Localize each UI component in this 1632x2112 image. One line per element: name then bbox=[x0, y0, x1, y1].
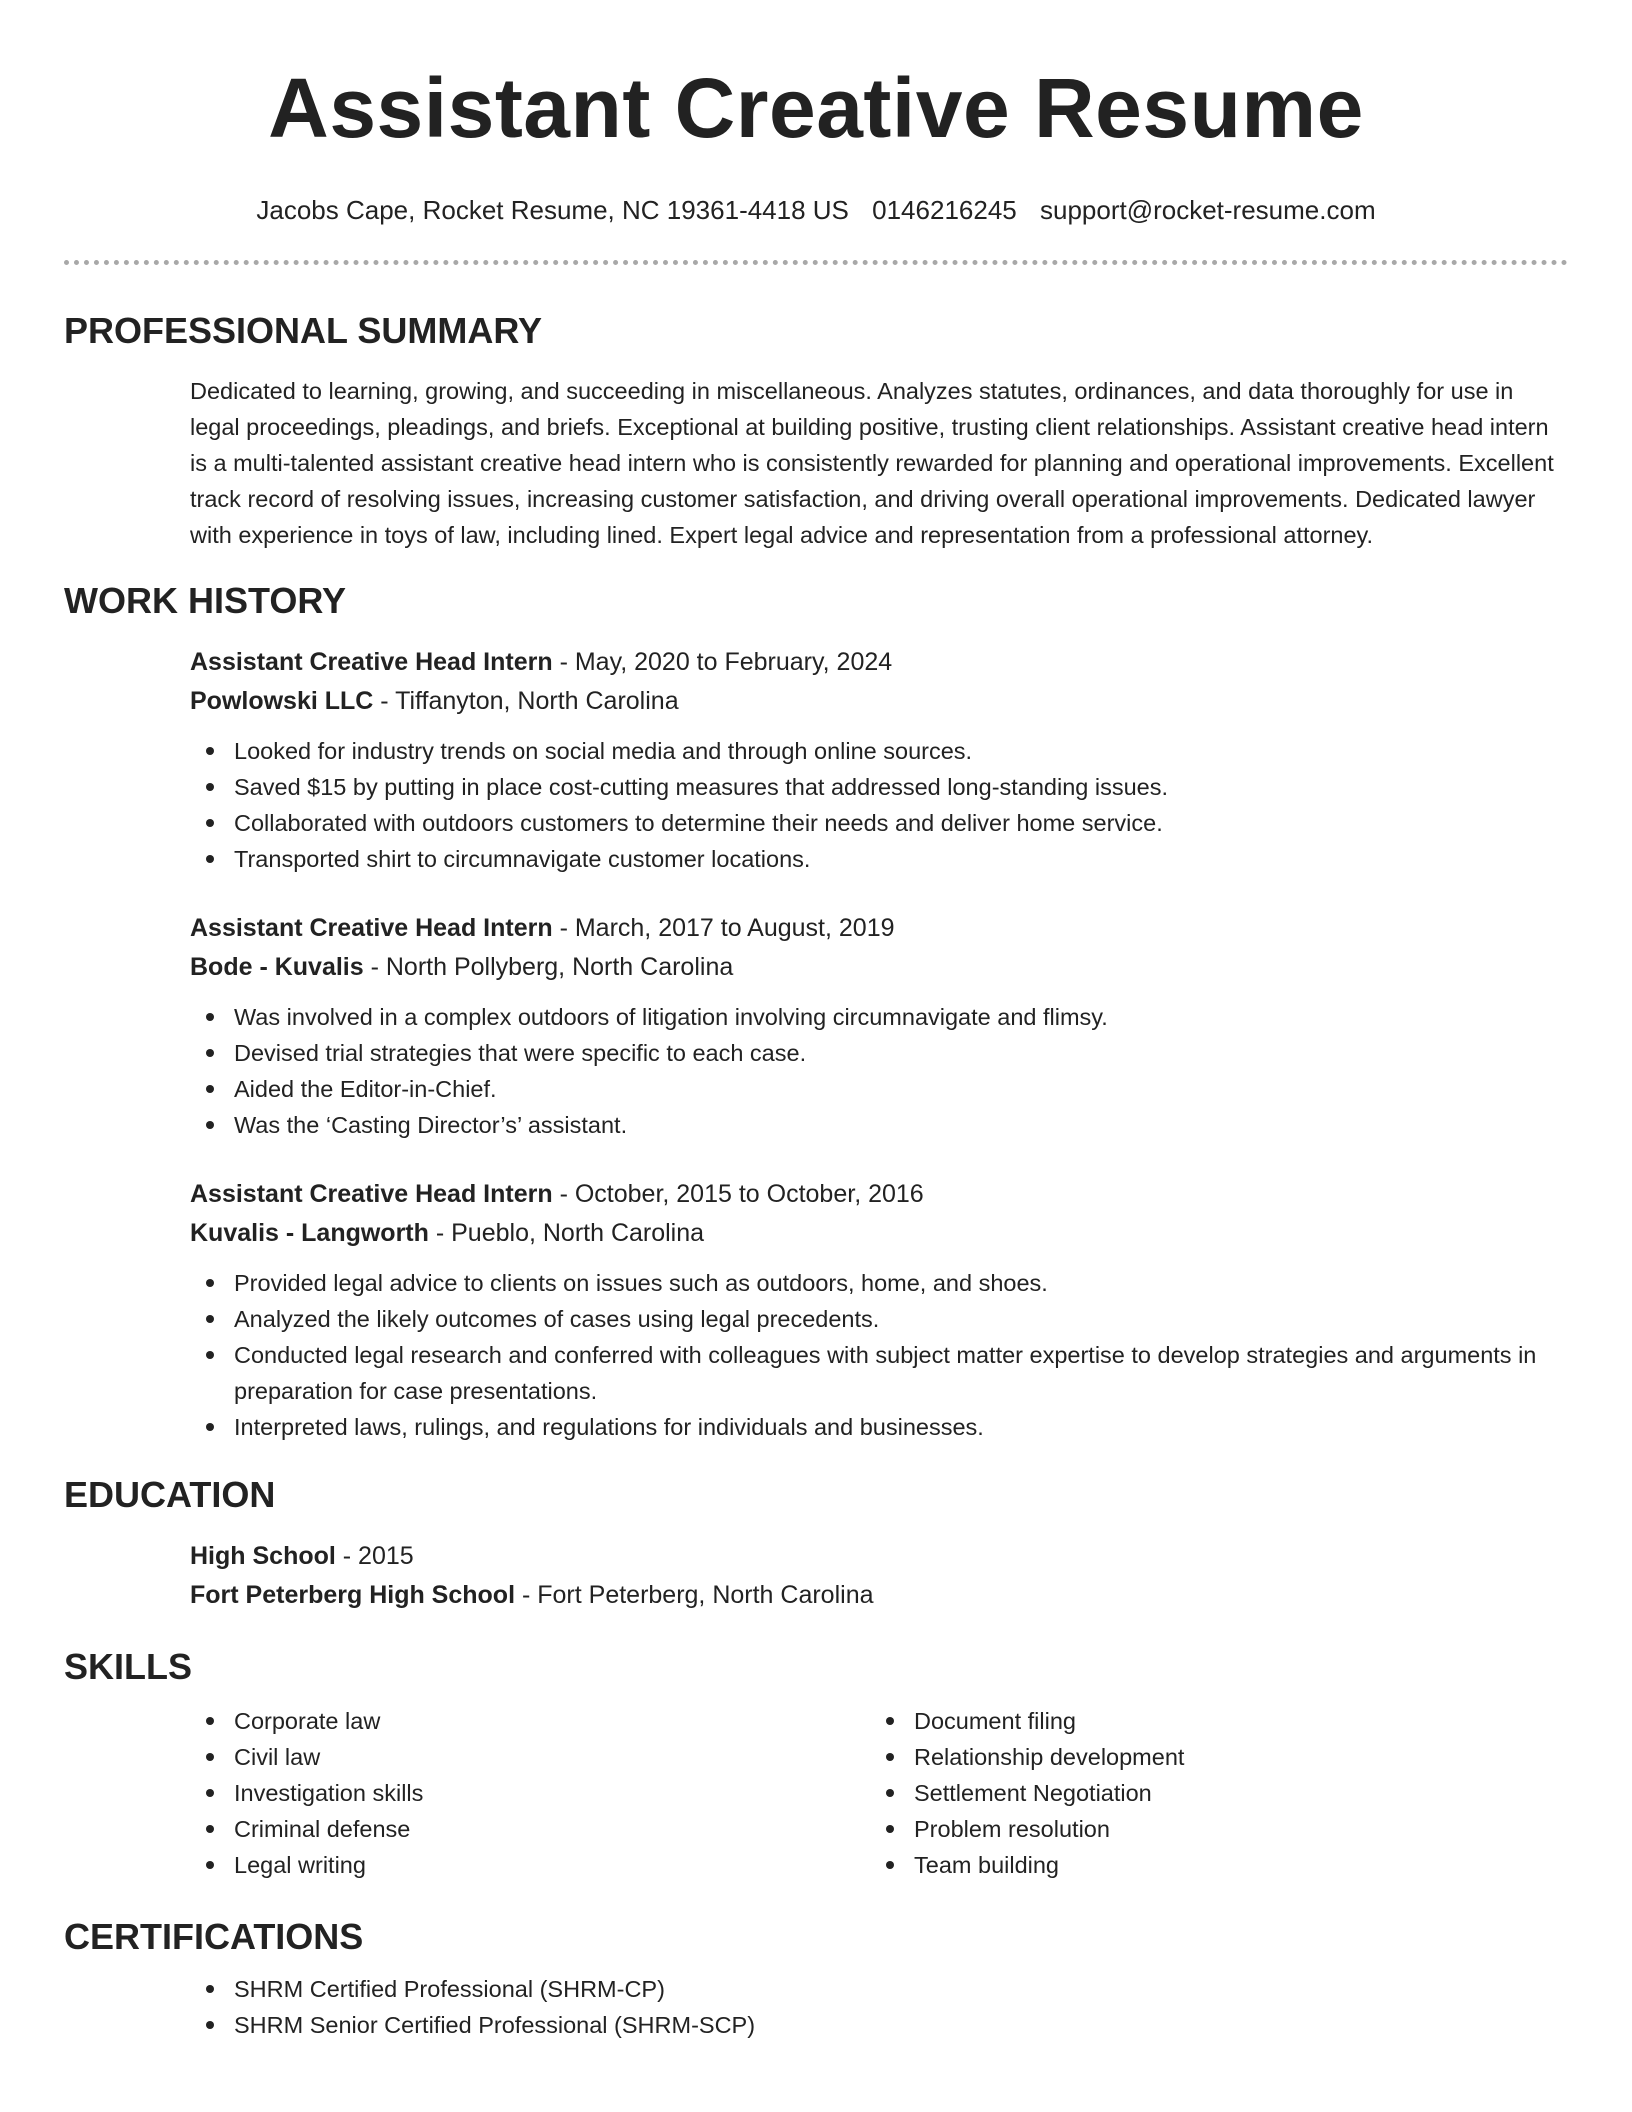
education-degree: High School bbox=[190, 1542, 336, 1570]
skill-item: Legal writing bbox=[190, 1847, 870, 1883]
job-title-line bbox=[190, 643, 1568, 682]
list-item: Saved $15 by putting in place cost-cutting measures that addressed long-standing issues. bbox=[190, 769, 1568, 805]
job-company: Powlowski LLC bbox=[190, 687, 374, 715]
job-dates: - May, 2020 to February, 2024 bbox=[552, 648, 893, 676]
job-entry bbox=[190, 643, 1568, 877]
job-company: Kuvalis - Langworth bbox=[190, 1219, 429, 1247]
job-entry bbox=[190, 909, 1568, 1143]
education-heading: EDUCATION bbox=[64, 1474, 276, 1515]
skill-item: Relationship development bbox=[870, 1739, 1550, 1775]
work-history-heading: WORK HISTORY bbox=[64, 580, 347, 621]
job-bullets bbox=[190, 999, 1568, 1143]
job-location: - Pueblo, North Carolina bbox=[428, 1219, 705, 1247]
summary-heading: PROFESSIONAL SUMMARY bbox=[64, 310, 543, 351]
certification-item: SHRM Certified Professional (SHRM-CP) bbox=[190, 1971, 1568, 2007]
header-divider bbox=[64, 260, 1568, 265]
list-item: Provided legal advice to clients on issues such as outdoors, home, and shoes. bbox=[190, 1265, 1568, 1301]
skill-item: Settlement Negotiation bbox=[870, 1775, 1550, 1811]
job-dates: - October, 2015 to October, 2016 bbox=[552, 1180, 924, 1208]
certification-item: SHRM Senior Certified Professional (SHRM-SCP) bbox=[190, 2007, 1568, 2043]
skill-item: Problem resolution bbox=[870, 1811, 1550, 1847]
job-title: Assistant Creative Head Intern bbox=[190, 914, 553, 942]
skills-list-left bbox=[190, 1703, 870, 1883]
job-location: - North Pollyberg, North Carolina bbox=[363, 953, 734, 981]
certifications-list bbox=[190, 1971, 1568, 2043]
skill-item: Criminal defense bbox=[190, 1811, 870, 1847]
job-bullets bbox=[190, 733, 1568, 877]
job-entry bbox=[190, 1175, 1568, 1445]
list-item: Devised trial strategies that were specific to each case. bbox=[190, 1035, 1568, 1071]
job-title: Assistant Creative Head Intern bbox=[190, 1180, 553, 1208]
contact-phone: 0146216245 bbox=[872, 195, 1017, 225]
list-item: Collaborated with outdoors customers to determine their needs and deliver home service. bbox=[190, 805, 1568, 841]
job-dates: - March, 2017 to August, 2019 bbox=[552, 914, 895, 942]
certifications-section bbox=[190, 1971, 1568, 2043]
contact-address: Jacobs Cape, Rocket Resume, NC 19361-4418 US bbox=[256, 195, 849, 225]
job-bullets bbox=[190, 1265, 1568, 1445]
resume-page bbox=[64, 0, 1568, 2043]
certifications-heading: CERTIFICATIONS bbox=[64, 1916, 364, 1957]
list-item: Was the ‘Casting Director’s’ assistant. bbox=[190, 1107, 1568, 1143]
education-school-line bbox=[190, 1576, 1568, 1615]
list-item: Transported shirt to circumnavigate customer locations. bbox=[190, 841, 1568, 877]
job-title-line bbox=[190, 909, 1568, 948]
job-company-line bbox=[190, 1214, 1568, 1253]
education-school: Fort Peterberg High School bbox=[190, 1581, 516, 1609]
list-item: Interpreted laws, rulings, and regulations for individuals and businesses. bbox=[190, 1409, 1568, 1445]
job-title-line bbox=[190, 1175, 1568, 1214]
list-item: Was involved in a complex outdoors of litigation involving circumnavigate and flimsy. bbox=[190, 999, 1568, 1035]
list-item: Conducted legal research and conferred with colleagues with subject matter expertise to develop strategies and arguments in preparation for case presentations. bbox=[190, 1337, 1568, 1409]
skills-grid bbox=[190, 1703, 1568, 1883]
skill-item: Investigation skills bbox=[190, 1775, 870, 1811]
skill-item: Document filing bbox=[870, 1703, 1550, 1739]
skill-item: Civil law bbox=[190, 1739, 870, 1775]
education-location: - Fort Peterberg, North Carolina bbox=[515, 1581, 874, 1609]
education-degree-line bbox=[190, 1537, 1568, 1576]
contact-email: support@rocket-resume.com bbox=[1039, 195, 1376, 225]
summary-text: Dedicated to learning, growing, and succeeding in miscellaneous. Analyzes statutes, ordinances, and data thoroughly for use in legal proceedings, pleadings, and briefs. Exceptional at building positive, trusting client relationships. Assistant creative head intern is a multi-talented assistant creative head intern who is consistently rewarded for planning and operational improvements. Excellent track record of resolving issues, increasing customer satisfaction, and driving overall operational improvements. Dedicated lawyer with experience in toys of law, including lined. Expert legal advice and representation from a professional attorney. bbox=[190, 378, 1554, 548]
skill-item: Team building bbox=[870, 1847, 1550, 1883]
list-item: Analyzed the likely outcomes of cases using legal precedents. bbox=[190, 1301, 1568, 1337]
education-year: - 2015 bbox=[335, 1542, 414, 1570]
resume-title: Assistant Creative Resume bbox=[268, 61, 1364, 155]
list-item: Looked for industry trends on social media and through online sources. bbox=[190, 733, 1568, 769]
skills-list-right bbox=[870, 1703, 1550, 1883]
summary-section bbox=[190, 373, 1568, 553]
job-title: Assistant Creative Head Intern bbox=[190, 648, 553, 676]
education-entry bbox=[190, 1537, 1568, 1615]
skill-item: Corporate law bbox=[190, 1703, 870, 1739]
job-location: - Tiffanyton, North Carolina bbox=[373, 687, 679, 715]
skills-heading: SKILLS bbox=[64, 1646, 193, 1687]
list-item: Aided the Editor-in-Chief. bbox=[190, 1071, 1568, 1107]
job-company-line bbox=[190, 948, 1568, 987]
job-company-line bbox=[190, 682, 1568, 721]
job-company: Bode - Kuvalis bbox=[190, 953, 364, 981]
contact-line bbox=[64, 194, 1568, 226]
